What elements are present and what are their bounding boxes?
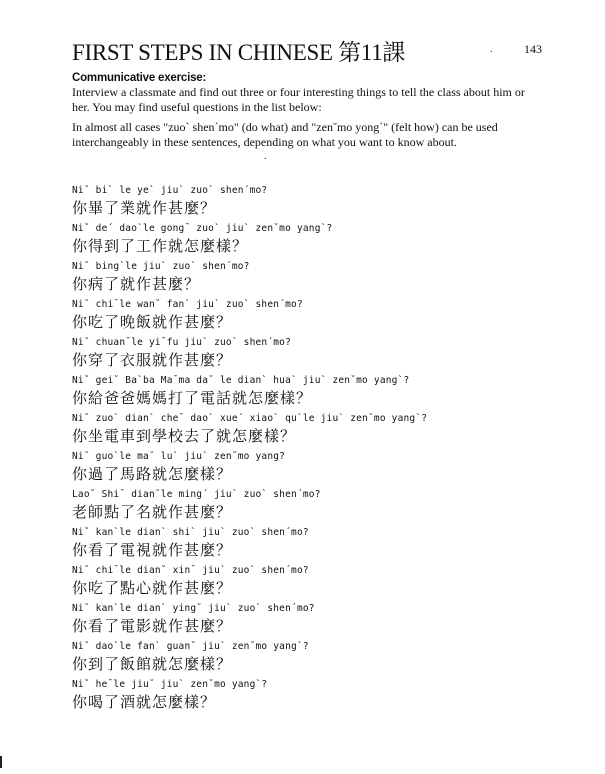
pinyin-line: Ni˘ chi¯le dian˘ xin¯ jiu` zuo` shen´mo? xyxy=(72,565,309,576)
hanzi-line: 你得到了工作就怎麼樣？ xyxy=(72,237,249,255)
pinyin-line: Lao˘ Shi¯ dian˘le ming´ jiu` zuo` shen´mo? xyxy=(72,489,321,500)
hanzi-line: 你坐電車到學校去了就怎麼樣？ xyxy=(72,427,297,445)
hanzi-line: 你看了電視就作甚麼？ xyxy=(72,541,233,559)
hanzi-line: 你給爸爸媽媽打了電話就怎麼樣？ xyxy=(72,389,313,407)
pinyin-line: Ni˘ kan`le dian` shi` jiu` zuo` shen´mo? xyxy=(72,527,309,538)
pinyin-line: Ni˘ bi` le ye` jiu` zuo` shen´mo? xyxy=(72,185,268,196)
hanzi-line: 你過了馬路就怎麼樣？ xyxy=(72,465,233,483)
instruction-paragraph-2: In almost all cases "zuo` shen´mo" (do what) and "zen˘mo yong`" (felt how) can be used interchangeably in these sentences, depending on what you want to know about. xyxy=(72,120,498,149)
hanzi-line: 你吃了點心就作甚麼？ xyxy=(72,579,233,597)
pinyin-line: Ni˘ de´ dao`le gong¯ zuo` jiu` zen˘mo yang`? xyxy=(72,223,333,234)
pinyin-line: Ni˘ dao`le fan` guan˘ jiu` zen˘mo yang`? xyxy=(72,641,309,652)
pinyin-line: Ni˘ chi¯le wan˘ fan` jiu` zuo` shen´mo? xyxy=(72,299,303,310)
instruction-paragraph-1: Interview a classmate and find out three or four interesting things to tell the class about him or her. You may find useful questions in the list below: xyxy=(72,85,525,114)
exercise-item xyxy=(72,640,542,678)
exercise-item xyxy=(72,260,542,298)
pinyin-line: Ni˘ guo`le ma˘ lu` jiu` zen˘mo yang? xyxy=(72,451,286,462)
hanzi-line: 你看了電影就作甚麼？ xyxy=(72,617,233,635)
pinyin-line: Ni˘ bing`le jiu` zuo` shen´mo? xyxy=(72,261,250,272)
section-heading: Communicative exercise: xyxy=(72,72,207,84)
exercise-item xyxy=(72,602,542,640)
exercise-item xyxy=(72,336,542,374)
hanzi-line: 你到了飯館就怎麼樣？ xyxy=(72,655,233,673)
exercise-item xyxy=(72,298,542,336)
header-dot: . xyxy=(490,44,493,55)
hanzi-line: 老師點了名就作甚麼？ xyxy=(72,503,233,521)
exercise-item xyxy=(72,374,542,412)
exercise-item xyxy=(72,564,542,602)
exercise-item xyxy=(72,412,542,450)
pinyin-line: Ni˘ gei˘ Ba`ba Ma¯ma da˘ le dian` hua` jiu` zen˘mo yang`? xyxy=(72,375,410,386)
pinyin-line: Ni˘ he¯le jiu˘ jiu` zen˘mo yang`? xyxy=(72,679,268,690)
exercise-list xyxy=(72,184,542,716)
pinyin-line: Ni˘ kan`le dian` ying˘ jiu` zuo` shen´mo? xyxy=(72,603,315,614)
hanzi-line: 你穿了衣服就作甚麼？ xyxy=(72,351,233,369)
page-header xyxy=(72,34,542,66)
exercise-item xyxy=(72,488,542,526)
exercise-item xyxy=(72,678,542,716)
exercise-item xyxy=(72,222,542,260)
stray-mark: . xyxy=(264,151,267,162)
margin-mark xyxy=(0,756,2,768)
hanzi-line: 你喝了酒就怎麼樣？ xyxy=(72,693,217,711)
pinyin-line: Ni˘ zuo` dian` che¯ dao` xue´ xiao` qu`le jiu` zen˘mo yang`? xyxy=(72,413,428,424)
exercise-item xyxy=(72,526,542,564)
exercise-item xyxy=(72,450,542,488)
page-number: 143 xyxy=(524,42,542,56)
hanzi-line: 你吃了晚飯就作甚麼？ xyxy=(72,313,233,331)
hanzi-line: 你病了就作甚麼？ xyxy=(72,275,201,293)
exercise-item xyxy=(72,184,542,222)
chapter-title: FIRST STEPS IN CHINESE 第11課 xyxy=(72,40,406,65)
pinyin-line: Ni˘ chuan¯le yi¯fu jiu` zuo` shen´mo? xyxy=(72,337,292,348)
hanzi-line: 你畢了業就作甚麼？ xyxy=(72,199,217,217)
